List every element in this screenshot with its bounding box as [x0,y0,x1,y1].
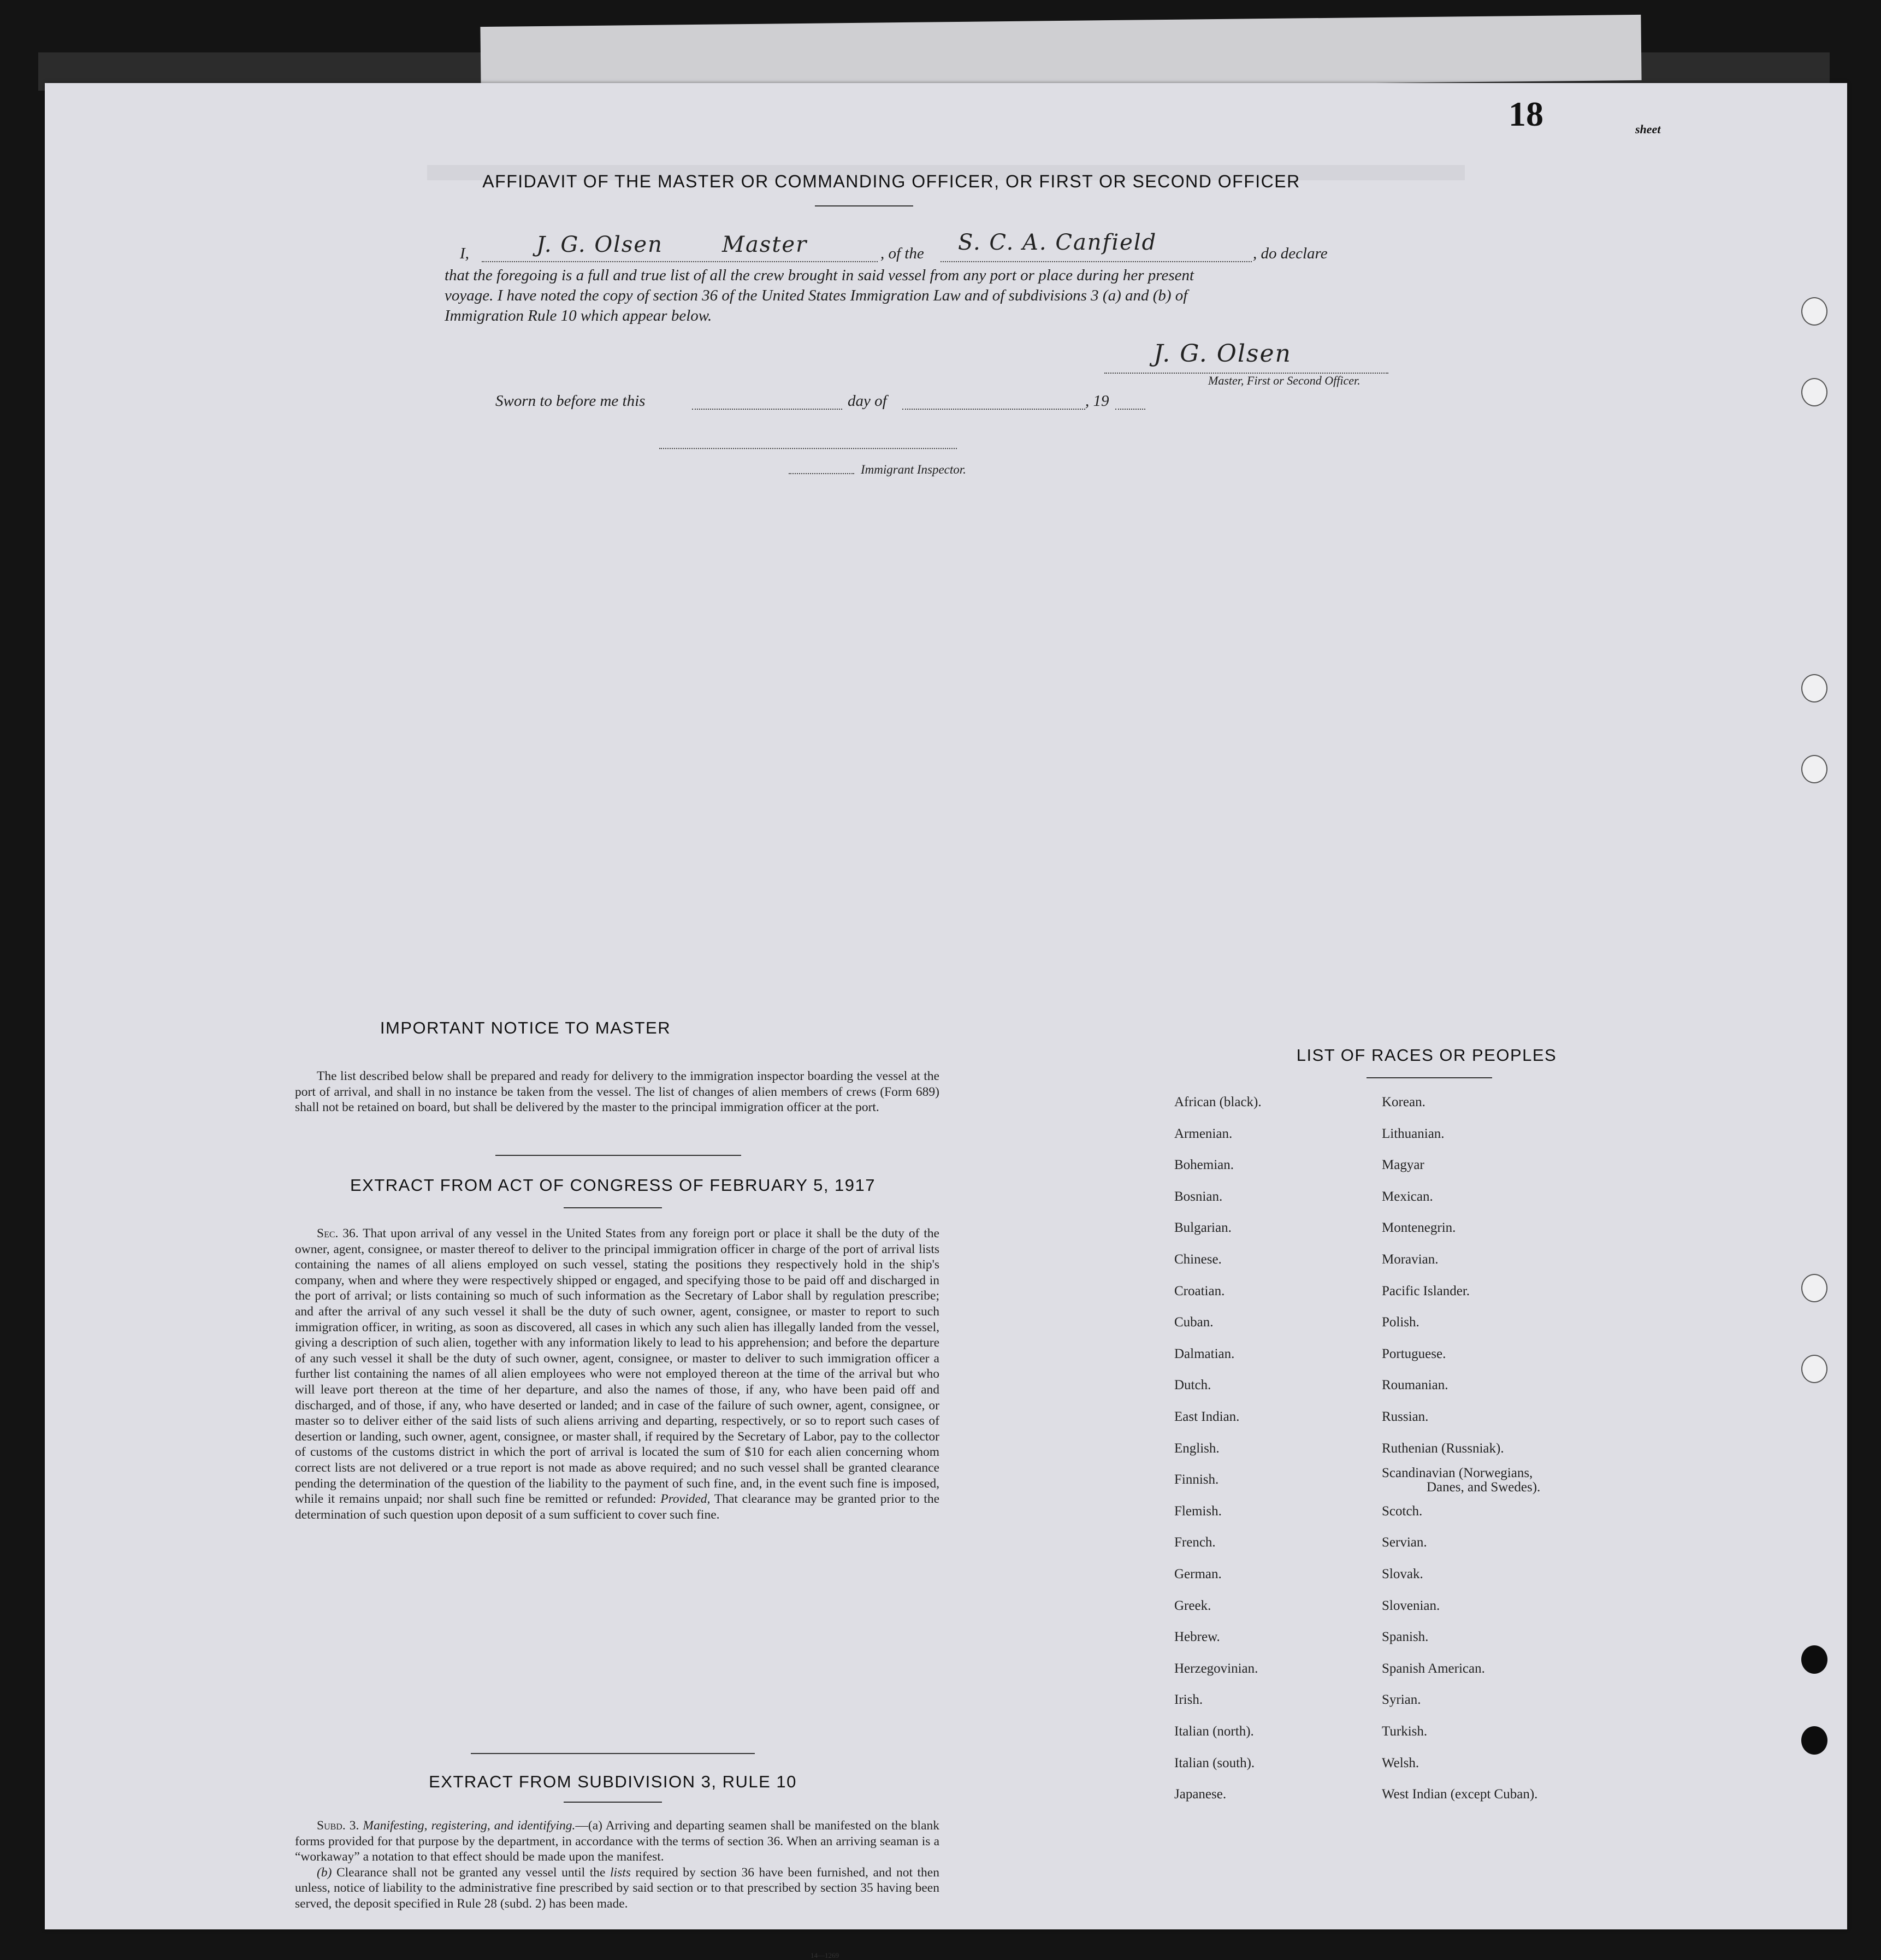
race-item: Mexican. [1382,1189,1433,1204]
race-item: Dalmatian. [1174,1346,1235,1361]
underlying-sheet-edge [480,15,1641,92]
vessel-blank [940,261,1252,262]
race-item: Moravian. [1382,1252,1439,1267]
section-rule [495,1155,741,1156]
act-extract-title: EXTRACT FROM ACT OF CONGRESS OF FEBRUARY 5, 1917 [350,1176,876,1195]
race-item: African (black). [1174,1095,1262,1109]
inspector-label-dots [789,473,854,474]
race-item: Bulgarian. [1174,1220,1232,1236]
subdivision-a-text: Arriving and departing seamen shall be manifested on the blank forms provided for that purpose by the department, in accordance with the terms of section 36. When an arriving seaman is a “workaway” a notation to that effect should be made upon the manifest. [295,1819,940,1864]
race-item: Herzegovinian. [1174,1661,1258,1676]
subdivision-b-label: (b) [317,1865,332,1880]
race-item: Korean. [1382,1095,1425,1109]
affidavit-of-the: , of the [880,245,924,262]
race-item: Hebrew. [1174,1630,1220,1645]
race-item: Portuguese. [1382,1346,1446,1361]
subdivision-a-label: —(a) [575,1819,602,1833]
affidavit-line-2: that the foregoing is a full and true list of all the crew brought in said vessel from any port or place during her present [445,267,1194,284]
race-item: German. [1174,1567,1222,1581]
rule-title-rule [564,1802,662,1803]
race-item: Lithuanian. [1382,1126,1445,1141]
race-item: Slovak. [1382,1567,1423,1581]
race-item: Turkish. [1382,1724,1428,1739]
punch-hole [1801,755,1827,783]
affidavit-pronoun: I, [460,245,469,262]
race-item: French. [1174,1535,1216,1550]
race-item: Bohemian. [1174,1158,1234,1173]
sworn-day-of: day of [848,392,887,410]
notice-paragraph: The list described below shall be prepared and ready for delivery to the immigration inspector boarding the vessel at the port of arrival, and shall in no instance be taken from the vessel. The list of changes of alien members of crews (Form 689) shall not be retained on board, but shall be delivered by the master to the principal immigration officer at the port. [295,1069,939,1115]
act-title-rule [564,1207,662,1208]
race-item: English. [1174,1441,1220,1456]
notice-body [295,1068,939,1115]
sworn-prefix: Sworn to before me this [495,392,646,410]
race-item: Cuban. [1174,1315,1214,1330]
race-item: Irish. [1174,1692,1203,1708]
races-title-rule [1367,1077,1492,1078]
race-item: Japanese. [1174,1787,1227,1802]
punch-hole [1801,1274,1827,1302]
race-scandinavian-line-2: Danes, and Swedes). [1427,1480,1541,1495]
section-label: Sec. 36. [317,1226,359,1241]
form-number: 14—1269 [811,1951,839,1959]
race-item: Flemish. [1174,1503,1222,1519]
races-title: LIST OF RACES OR PEOPLES [1296,1046,1557,1065]
signature-label: Master, First or Second Officer. [1208,374,1361,387]
punch-hole [1801,1355,1827,1383]
race-item: Montenegrin. [1382,1220,1456,1236]
handwritten-rank: Master [722,232,808,257]
punch-hole [1801,378,1827,406]
title-rule [815,205,913,206]
inspector-signature-line [659,448,957,449]
sworn-month-blank [902,409,1085,410]
act-extract-body [295,1226,939,1522]
subdivision-label: Subd. 3. [317,1819,359,1833]
document-page [45,83,1847,1959]
subdivision-b-text-1: Clearance shall not be granted any vessel until the [336,1865,606,1880]
section-36-paragraph [295,1226,939,1522]
race-item: Ruthenian (Russniak). [1382,1441,1504,1456]
provided-word: Provided, [660,1492,711,1507]
race-item: Pacific Islander. [1382,1283,1470,1298]
race-item: Scandinavian (Norwegians, [1382,1466,1533,1481]
sworn-line [495,391,1205,415]
race-item: Polish. [1382,1315,1419,1330]
race-item: Chinese. [1174,1252,1222,1267]
master-signature: J. G. Olsen [1154,340,1292,368]
race-item: West Indian (except Cuban). [1382,1787,1538,1802]
affidavit-line-3: voyage. I have noted the copy of section 36 of the United States Immigration Law and of subdivisions 3 (a) and (b) of [445,287,1188,304]
subdivision-heading: Manifesting, registering, and identifying. [363,1819,576,1833]
rule-extract-title: EXTRACT FROM SUBDIVISION 3, RULE 10 [429,1772,797,1791]
punch-hole [1801,1726,1827,1755]
race-item: Italian (south). [1174,1755,1255,1770]
affidavit-line-1 [460,230,1558,268]
subdivision-b-lists: lists [610,1865,631,1880]
section-36-text: That upon arrival of any vessel in the United States from any foreign port or place it shall be the duty of the owner, agent, consignee, or master thereof to deliver to the principal immigration officer in charge of the port of arrival lists containing the names of all aliens employed on such vessel, stating the positions they respectively hold in the ship's company, when and where they were respectively shipped or engaged, and specifying those to be paid off and discharged in the port of arrival; or lists containing so much of such information as the Secretary of Labor shall by regulation prescribe; and after the arrival of any such vessel it shall be the duty of such owner, agent, consignee, or master to report to such immigration officer, in writing, as soon as discovered, all cases in which any such alien has illegally landed from the vessel, giving a description of such alien, together with any information likely to lead to his apprehension; and before the departure of any such vessel it shall be the duty of such owner, agent, consignee, or master to deliver to such immigration officer a further list containing the names of all alien employees who were not employed thereon at the time of the arrival but who will leave port thereon at the time of her departure, and also the names of those, if any, who have been paid off and discharged, and of those, if any, who have deserted or landed; and in case of the failure of such owner, agent, consignee, or master so to deliver either of the said lists of such aliens arriving and departing, respectively, or so to report such cases of desertion or landing, such owner, agent, consignee, or master shall, if required by the Secretary of Labor, pay to the collector of customs of the customs district in which the port of arrival is located the sum of $10 for each alien concerning whom correct lists are not delivered or a true report is not made as above required; and no such vessel shall be granted clearance pending the determination of the question of the liability to the payment of such fine, and, in the event such fine is imposed, while it remains unpaid; nor shall such fine be remitted or refunded: [295,1226,939,1507]
handwritten-vessel: S. C. A. Canfield [958,230,1157,255]
subdivision-b-text-2: required by section 36 have been furnished, and not then unless, notice of liability to the administrative fine prescribed by said section or to that prescribed by section 35 having been served, the deposit specified in Rule 28 (subd. 2) has been made. [295,1865,939,1911]
race-item: Russian. [1382,1409,1429,1424]
handwritten-name: J. G. Olsen [536,232,663,257]
section-36-tail: That clearance may be granted prior to the determination of such question upon deposit of a sum sufficient to cover such fine. [295,1492,939,1522]
notice-title: IMPORTANT NOTICE TO MASTER [380,1018,671,1037]
race-item: Syrian. [1382,1692,1421,1708]
punch-hole [1801,297,1827,326]
sworn-year: , 19 [1085,392,1109,410]
race-item: Bosnian. [1174,1189,1223,1204]
section-rule [471,1753,755,1754]
corner-mark-right: sheet [1635,122,1661,136]
corner-mark-left: 18 [1509,95,1543,133]
race-item: Spanish American. [1382,1661,1485,1676]
race-item: Armenian. [1174,1126,1233,1141]
sworn-date-blank [692,409,842,410]
race-item: Roumanian. [1382,1378,1448,1393]
race-item: Welsh. [1382,1755,1419,1770]
race-item: Slovenian. [1382,1598,1440,1613]
sworn-year-blank [1115,409,1145,410]
race-item: Magyar [1382,1158,1424,1173]
name-blank [482,261,878,262]
subdivision-a-paragraph [295,1818,939,1865]
rule-extract-body [295,1818,939,1912]
affidavit-title: AFFIDAVIT OF THE MASTER OR COMMANDING OFFICER, OR FIRST OR SECOND OFFICER [482,172,1300,191]
punch-hole [1801,1645,1827,1674]
affidavit-line-4: Immigration Rule 10 which appear below. [445,307,712,324]
race-item: Spanish. [1382,1630,1429,1645]
race-item: East Indian. [1174,1409,1240,1424]
race-item: Greek. [1174,1598,1211,1613]
affidavit-do-declare: , do declare [1253,245,1328,262]
race-item: Servian. [1382,1535,1427,1550]
race-item: Croatian. [1174,1283,1225,1298]
race-item: Scotch. [1382,1503,1423,1519]
subdivision-b-paragraph [295,1865,939,1912]
inspector-label: Immigrant Inspector. [861,463,966,476]
race-item: Finnish. [1174,1472,1219,1487]
punch-hole [1801,674,1827,702]
race-item: Dutch. [1174,1378,1211,1393]
race-item: Italian (north). [1174,1724,1254,1739]
